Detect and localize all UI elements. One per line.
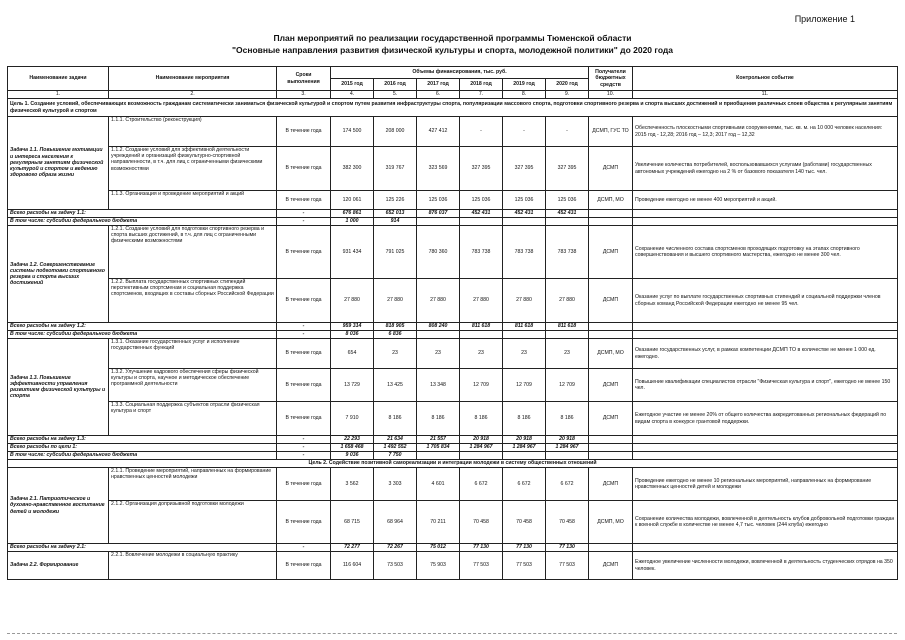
event-cell: 2.1.1. Проведение мероприятий, направленных на формирование нравственных ценностей молодежи bbox=[109, 468, 277, 501]
header-event: Наименование мероприятия bbox=[109, 67, 277, 91]
value-cell: 382 300 bbox=[331, 147, 374, 191]
control-cell: Ежегодное увеличение численности молодежи, вовлеченной в деятельность студенческих отрядов на 350 человек. bbox=[633, 552, 898, 580]
value-cell: 783 738 bbox=[460, 226, 503, 279]
total-value: 452 431 bbox=[460, 210, 503, 218]
value-cell: 27 880 bbox=[374, 279, 417, 323]
value-cell: 3 562 bbox=[331, 468, 374, 501]
subsidy-value: 7 750 bbox=[374, 452, 417, 460]
total-row bbox=[8, 436, 898, 444]
total-row bbox=[8, 323, 898, 331]
subsidy-dash: - bbox=[277, 218, 331, 226]
value-cell: 327 395 bbox=[503, 147, 546, 191]
value-cell: 8 186 bbox=[460, 402, 503, 436]
subsidy-value: 6 836 bbox=[374, 331, 417, 339]
period-cell: В течение года bbox=[277, 147, 331, 191]
total-value: 77 130 bbox=[546, 544, 589, 552]
table-row bbox=[8, 191, 898, 210]
column-number: 5. bbox=[374, 91, 417, 99]
total-label: Всего расходы на задачу 2.1: bbox=[8, 544, 277, 552]
task-1-2: Задача 1.2. Совершенствование системы подготовки спортивного резерва и спорта высших достижений bbox=[8, 226, 109, 323]
value-cell: 68 964 bbox=[374, 501, 417, 544]
subsidy-label: В том числе: субсидии федерального бюджета bbox=[8, 331, 277, 339]
value-cell: 174 500 bbox=[331, 117, 374, 147]
value-cell: 120 061 bbox=[331, 191, 374, 210]
document-title-line-1: План мероприятий по реализации государственной программы Тюменской области bbox=[273, 33, 632, 43]
total-value: 811 618 bbox=[503, 323, 546, 331]
table-row bbox=[8, 117, 898, 147]
value-cell: - bbox=[546, 117, 589, 147]
header-year: 2020 год bbox=[546, 79, 589, 91]
value-cell: 73 503 bbox=[374, 552, 417, 580]
table-row bbox=[8, 552, 898, 580]
plan-table bbox=[7, 66, 898, 580]
value-cell: 23 bbox=[417, 339, 460, 369]
header-task: Наименование задачи bbox=[8, 67, 109, 91]
header-control: Контрольное событие bbox=[633, 67, 898, 91]
recipient-cell: ДСМП, ГУС ТО bbox=[589, 117, 633, 147]
value-cell: 27 880 bbox=[503, 279, 546, 323]
period-cell: В течение года bbox=[277, 501, 331, 544]
recipient-cell: ДСМП bbox=[589, 402, 633, 436]
event-cell: 1.3.1. Оказание государственных услуг и исполнение государственных функций bbox=[109, 339, 277, 369]
total-value: 1 284 967 bbox=[546, 444, 589, 452]
total-label: Всего расходы на задачу 1.1: bbox=[8, 210, 277, 218]
header-funding: Объемы финансирования, тыс. руб. bbox=[331, 67, 589, 79]
control-cell: Увеличение количества потребителей, воспользовавшихся услугами (работами) государственных автономных учреждений ежегодно на 2 % от базового показателя 140 тыс. чел. bbox=[633, 147, 898, 191]
value-cell: - bbox=[503, 117, 546, 147]
value-cell: 327 395 bbox=[546, 147, 589, 191]
value-cell: 27 880 bbox=[460, 279, 503, 323]
value-cell: 27 880 bbox=[546, 279, 589, 323]
recipient-cell: ДСМП bbox=[589, 468, 633, 501]
page-cut-line bbox=[7, 633, 897, 634]
value-cell: 125 036 bbox=[546, 191, 589, 210]
period-cell: В течение года bbox=[277, 468, 331, 501]
value-cell: 12 709 bbox=[546, 369, 589, 402]
column-number: 4. bbox=[331, 91, 374, 99]
value-cell: 12 709 bbox=[460, 369, 503, 402]
column-number: 9. bbox=[546, 91, 589, 99]
event-cell: 2.2.1. Вовлечение молодежи в социальную практику bbox=[109, 552, 277, 580]
value-cell: 654 bbox=[331, 339, 374, 369]
event-cell: 1.3.2. Улучшение кадрового обеспечения сферы физической культуры и спорта, научное и методическое обеспечение программной деятельности bbox=[109, 369, 277, 402]
column-number: 3. bbox=[277, 91, 331, 99]
task-2-2: Задача 2.2. Формирование bbox=[8, 552, 109, 580]
total-dash: - bbox=[277, 323, 331, 331]
value-cell: 791 025 bbox=[374, 226, 417, 279]
table-row bbox=[8, 339, 898, 369]
value-cell: 70 458 bbox=[503, 501, 546, 544]
event-cell: 2.1.2. Организация допризывной подготовки молодежи bbox=[109, 501, 277, 544]
control-cell: Оказание государственных услуг, в рамках компетенции ДСМП ТО в количестве не менее 1 000 ед. ежегодно. bbox=[633, 339, 898, 369]
task-1-1: Задача 1.1. Повышение мотивации и интереса населения к регулярным занятиям физической культурой и спортом и ведению здорового образа жизни bbox=[8, 117, 109, 210]
period-cell: В течение года bbox=[277, 191, 331, 210]
value-cell: 23 bbox=[503, 339, 546, 369]
total-value: 959 314 bbox=[331, 323, 374, 331]
value-cell: 27 880 bbox=[417, 279, 460, 323]
value-cell: 4 601 bbox=[417, 468, 460, 501]
value-cell: 13 729 bbox=[331, 369, 374, 402]
value-cell: 8 186 bbox=[374, 402, 417, 436]
event-cell: 1.1.3. Организация и проведение мероприятий и акций bbox=[109, 191, 277, 210]
subsidy-label: В том числе: субсидии федерального бюджета bbox=[8, 218, 277, 226]
value-cell: 23 bbox=[546, 339, 589, 369]
header-year: 2016 год bbox=[374, 79, 417, 91]
recipient-cell: ДСМП bbox=[589, 552, 633, 580]
recipient-cell: ДСМП, МО bbox=[589, 191, 633, 210]
task-2-1: Задача 2.1. Патриотическое и духовно-нравственное воспитание детей и молодежи bbox=[8, 468, 109, 544]
value-cell: 6 672 bbox=[546, 468, 589, 501]
control-cell: Проведение ежегодно не менее 400 мероприятий и акций. bbox=[633, 191, 898, 210]
total-value: 452 431 bbox=[546, 210, 589, 218]
value-cell: 13 348 bbox=[417, 369, 460, 402]
column-number: 8. bbox=[503, 91, 546, 99]
total-value: 21 634 bbox=[374, 436, 417, 444]
value-cell: 70 458 bbox=[460, 501, 503, 544]
task-1-3: Задача 1.3. Повышение эффективности управления развитием физической культуры и спорта bbox=[8, 339, 109, 436]
period-cell: В течение года bbox=[277, 117, 331, 147]
subsidy-value: 914 bbox=[374, 218, 417, 226]
event-cell: 1.3.3. Социальная поддержка субъектов отрасли физическая культура и спорт bbox=[109, 402, 277, 436]
recipient-cell: ДСМП, МО bbox=[589, 501, 633, 544]
total-value: 1 492 552 bbox=[374, 444, 417, 452]
total-label: Всего расходы на задачу 1.2: bbox=[8, 323, 277, 331]
control-cell: Ежегодное участие не менее 20% от общего количества аккредитованных региональных федераций по видам спорта в конкурсе грантовой поддержки. bbox=[633, 402, 898, 436]
subsidy-dash: - bbox=[277, 331, 331, 339]
total-value: 77 130 bbox=[460, 544, 503, 552]
value-cell: 931 434 bbox=[331, 226, 374, 279]
total-value: 876 037 bbox=[417, 210, 460, 218]
total-value: 818 905 bbox=[374, 323, 417, 331]
value-cell: 23 bbox=[374, 339, 417, 369]
value-cell: 70 211 bbox=[417, 501, 460, 544]
event-cell: 1.1.2. Создание условий для эффективной деятельности учреждений и организаций физкультурно-спортивной направленности, в т.ч. для лиц с ограниченными физическими возможностями bbox=[109, 147, 277, 191]
table-row bbox=[8, 226, 898, 279]
value-cell: 23 bbox=[460, 339, 503, 369]
recipient-cell: ДСМП, МО bbox=[589, 339, 633, 369]
value-cell: 7 910 bbox=[331, 402, 374, 436]
value-cell: 3 303 bbox=[374, 468, 417, 501]
value-cell: 27 880 bbox=[331, 279, 374, 323]
column-number: 6. bbox=[417, 91, 460, 99]
value-cell: 125 036 bbox=[503, 191, 546, 210]
period-cell: В течение года bbox=[277, 339, 331, 369]
value-cell: 8 186 bbox=[417, 402, 460, 436]
total-value: 20 918 bbox=[546, 436, 589, 444]
value-cell: 319 767 bbox=[374, 147, 417, 191]
value-cell: 783 738 bbox=[546, 226, 589, 279]
period-cell: В течение года bbox=[277, 552, 331, 580]
total-value: 72 267 bbox=[374, 544, 417, 552]
value-cell: 77 503 bbox=[460, 552, 503, 580]
subsidy-dash: - bbox=[277, 452, 331, 460]
table-row bbox=[8, 468, 898, 501]
control-cell: Повышение квалификации специалистов отрасли "Физическая культура и спорт", ежегодно не менее 150 чел. bbox=[633, 369, 898, 402]
control-cell: Обеспеченность плоскостными спортивными сооружениями, тыс. кв. м. на 10 000 человек населения: 2015 год - 12,28; 2016 год – 12,3; 2017 год – 12,32 bbox=[633, 117, 898, 147]
period-cell: В течение года bbox=[277, 369, 331, 402]
column-number: 2. bbox=[109, 91, 277, 99]
total-value: 811 618 bbox=[460, 323, 503, 331]
recipient-cell: ДСМП bbox=[589, 369, 633, 402]
total-value: 75 012 bbox=[417, 544, 460, 552]
value-cell: 327 395 bbox=[460, 147, 503, 191]
event-cell: 1.1.1. Строительство (реконструкция) bbox=[109, 117, 277, 147]
value-cell: 13 425 bbox=[374, 369, 417, 402]
value-cell: 77 503 bbox=[546, 552, 589, 580]
total-row bbox=[8, 210, 898, 218]
value-cell: 323 569 bbox=[417, 147, 460, 191]
document-title-line-2: "Основные направления развития физической культуры и спорта, молодежной политики" до 2020 года bbox=[231, 45, 674, 55]
total-dash: - bbox=[277, 210, 331, 218]
column-number: 11. bbox=[633, 91, 898, 99]
column-number: 10. bbox=[589, 91, 633, 99]
total-dash: - bbox=[277, 436, 331, 444]
goal-2-row: Цель 2. Содействие позитивной самореализации и интеграции молодежи в систему общественных отношений bbox=[8, 460, 898, 468]
total-value: 21 557 bbox=[417, 436, 460, 444]
subsidy-row bbox=[8, 452, 898, 460]
total-value: 652 013 bbox=[374, 210, 417, 218]
control-cell: Сохранение численного состава спортсменов проходящих подготовку на этапах спортивного совершенствования и высшего спортивного мастерства, ежегодно не менее 300 чел. bbox=[633, 226, 898, 279]
recipient-cell: ДСМП bbox=[589, 279, 633, 323]
column-number: 1. bbox=[8, 91, 109, 99]
header-recipient: Получатели бюджетных средств bbox=[589, 67, 633, 91]
value-cell: 6 672 bbox=[460, 468, 503, 501]
control-cell: Проведение ежегодно не менее 10 региональных мероприятий, направленных на формирование нравственных ценностей детей и молодежи bbox=[633, 468, 898, 501]
value-cell: 70 458 bbox=[546, 501, 589, 544]
recipient-cell: ДСМП bbox=[589, 147, 633, 191]
value-cell: 8 186 bbox=[503, 402, 546, 436]
total-value: 1 284 967 bbox=[503, 444, 546, 452]
total-label: Всего расходы по цели 1: bbox=[8, 444, 277, 452]
total-value: 811 618 bbox=[546, 323, 589, 331]
subsidy-value: 8 036 bbox=[331, 331, 374, 339]
column-number: 7. bbox=[460, 91, 503, 99]
control-cell: Оказание услуг по выплате государственных спортивных стипендий и социальной поддержки членов сборных команд Российской Федерации ежегодно не менее 95 чел. bbox=[633, 279, 898, 323]
subsidy-value: 1 000 bbox=[331, 218, 374, 226]
table-row bbox=[8, 369, 898, 402]
recipient-cell: ДСМП bbox=[589, 226, 633, 279]
subsidy-row bbox=[8, 218, 898, 226]
header-year: 2018 год bbox=[460, 79, 503, 91]
total-row bbox=[8, 544, 898, 552]
value-cell: 12 709 bbox=[503, 369, 546, 402]
header-period: Сроки выполнения bbox=[277, 67, 331, 91]
value-cell: 208 000 bbox=[374, 117, 417, 147]
total-value: 1 284 967 bbox=[460, 444, 503, 452]
total-value: 72 277 bbox=[331, 544, 374, 552]
total-value: 452 431 bbox=[503, 210, 546, 218]
header-year: 2015 год bbox=[331, 79, 374, 91]
value-cell: 125 226 bbox=[374, 191, 417, 210]
subsidy-label: В том числе: субсидии федерального бюджета bbox=[8, 452, 277, 460]
value-cell: 77 503 bbox=[503, 552, 546, 580]
total-value: 20 918 bbox=[503, 436, 546, 444]
table-row bbox=[8, 402, 898, 436]
period-cell: В течение года bbox=[277, 402, 331, 436]
appendix-label: Приложение 1 bbox=[794, 14, 855, 24]
subsidy-row bbox=[8, 331, 898, 339]
header-year: 2019 год bbox=[503, 79, 546, 91]
value-cell: - bbox=[460, 117, 503, 147]
event-cell: 1.2.2. Выплата государственных спортивных стипендий перспективным спортсменам и социальная поддержка спортсменов, входящих в составы сборных Российской Федерации bbox=[109, 279, 277, 323]
total-value: 808 240 bbox=[417, 323, 460, 331]
total-value: 22 293 bbox=[331, 436, 374, 444]
table-row bbox=[8, 279, 898, 323]
value-cell: 125 036 bbox=[460, 191, 503, 210]
goal-1-row: Цель 1. Создание условий, обеспечивающих возможность гражданам систематически заниматься физической культурой и спортом путем развития инфраструктуры спорта, популяризации массового спорта, подготовки спортивного резерва и спорта высших достижений и приобщения различных слоев общества к регулярным занятиям физической культурой и спортом bbox=[8, 99, 898, 117]
value-cell: 8 186 bbox=[546, 402, 589, 436]
value-cell: 783 738 bbox=[503, 226, 546, 279]
total-value: 1 705 834 bbox=[417, 444, 460, 452]
table-row bbox=[8, 501, 898, 544]
total-dash: - bbox=[277, 444, 331, 452]
table-row bbox=[8, 147, 898, 191]
goal-total-row bbox=[8, 444, 898, 452]
value-cell: 116 604 bbox=[331, 552, 374, 580]
total-label: Всего расходы на задачу 1.3: bbox=[8, 436, 277, 444]
total-value: 676 861 bbox=[331, 210, 374, 218]
total-value: 77 130 bbox=[503, 544, 546, 552]
total-dash: - bbox=[277, 544, 331, 552]
event-cell: 1.2.1. Создание условий для подготовки спортивного резерва и спорта высших достижений, в т.ч. для лиц с ограниченными физическими возможностями bbox=[109, 226, 277, 279]
control-cell: Сохранение количества молодежи, вовлеченной в деятельность клубов добровольной подготовки граждан к военной службе в количестве не менее 4,7 тыс. человек (244 клуба) ежегодно bbox=[633, 501, 898, 544]
value-cell: 427 412 bbox=[417, 117, 460, 147]
value-cell: 780 360 bbox=[417, 226, 460, 279]
value-cell: 68 715 bbox=[331, 501, 374, 544]
total-value: 1 658 468 bbox=[331, 444, 374, 452]
value-cell: 75 903 bbox=[417, 552, 460, 580]
header-year: 2017 год bbox=[417, 79, 460, 91]
value-cell: 6 672 bbox=[503, 468, 546, 501]
value-cell: 125 036 bbox=[417, 191, 460, 210]
total-value: 20 918 bbox=[460, 436, 503, 444]
period-cell: В течение года bbox=[277, 279, 331, 323]
period-cell: В течение года bbox=[277, 226, 331, 279]
subsidy-value: 9 036 bbox=[331, 452, 374, 460]
